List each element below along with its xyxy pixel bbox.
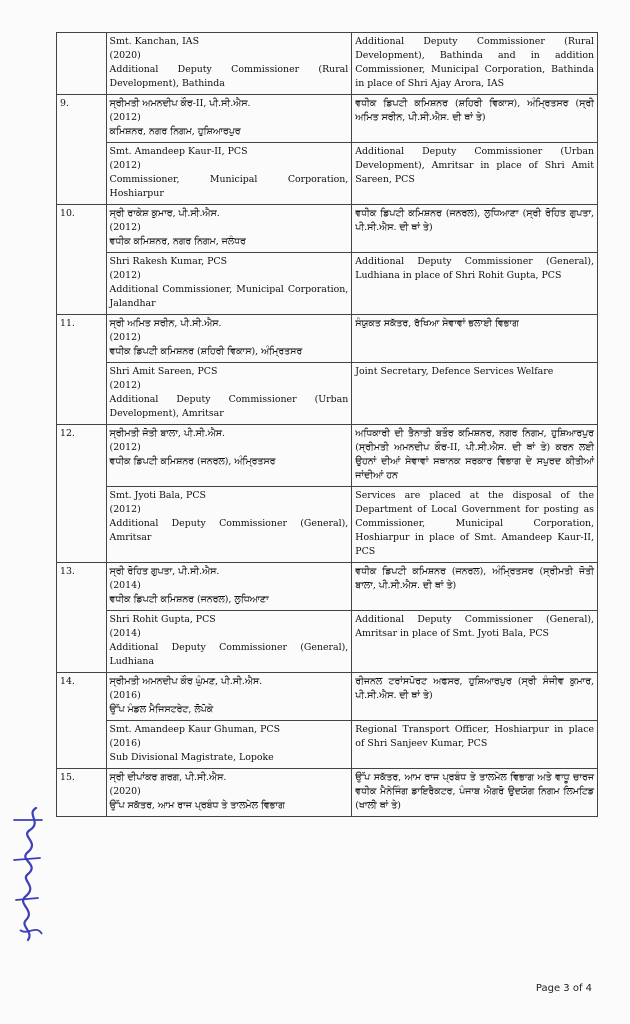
officer-name: ਸ੍ਰੀਮਤੀ ਜੋਤੀ ਬਾਲਾ, ਪੀ.ਸੀ.ਐਸ. (109, 428, 225, 439)
officer-batch: (2012) (109, 380, 141, 391)
table-row (57, 143, 598, 205)
officer-name: ਸ੍ਰੀ ਰੋਹਿਤ ਗੁਪਤਾ, ਪੀ.ਸੀ.ਐਸ. (109, 566, 220, 577)
serial-number: 15. (57, 769, 107, 817)
officer-current-post: ਵਧੀਕ ਕਮਿਸ਼ਨਰ, ਨਗਰ ਨਿਗਮ, ਜਲੰਧਰ (109, 236, 246, 247)
officer-name: Shri Rakesh Kumar, PCS (109, 256, 228, 267)
officer-current-post: Additional Deputy Commissioner (General), Amritsar (109, 518, 349, 543)
officer-current-post: Additional Commissioner, Municipal Corporation, Jalandhar (109, 284, 349, 309)
officer-batch: (2012) (109, 442, 141, 453)
officer-current-post: ਕਮਿਸ਼ਨਰ, ਨਗਰ ਨਿਗਮ, ਹੁਸ਼ਿਆਰਪੁਰ (109, 126, 241, 137)
officer-batch: (2012) (109, 222, 141, 233)
officer-current-post: Sub Divisional Magistrate, Lopoke (109, 752, 274, 763)
table-row (57, 205, 598, 253)
officer-current-post: ਵਧੀਕ ਡਿਪਟੀ ਕਮਿਸ਼ਨਰ (ਜਨਰਲ), ਅੰਮ੍ਰਿਤਸਰ (109, 456, 276, 467)
officer-name: ਸ੍ਰੀਮਤੀ ਅਮਨਦੀਪ ਕੌਰ-II, ਪੀ.ਸੀ.ਐਸ. (109, 98, 251, 109)
transfer-order-table (56, 32, 598, 817)
serial-number: 10. (57, 205, 107, 315)
officer-batch: (2016) (109, 690, 141, 701)
officer-batch: (2012) (109, 112, 141, 123)
officer-cell-english (106, 33, 352, 95)
officer-cell-punjabi (106, 425, 352, 487)
serial-number: 13. (57, 563, 107, 673)
officer-cell-punjabi (106, 673, 352, 721)
officer-name: ਸ੍ਰੀ ਰਾਕੇਸ਼ ਕੁਮਾਰ, ਪੀ.ਸੀ.ਐਸ. (109, 208, 220, 219)
officer-batch: (2012) (109, 160, 141, 171)
table-row (57, 95, 598, 143)
new-posting-english: Additional Deputy Commissioner (Urban Development), Amritsar in place of Shri Amit Sareen, PCS (352, 143, 598, 205)
new-posting-english: Joint Secretary, Defence Services Welfare (352, 363, 598, 425)
table-row (57, 253, 598, 315)
officer-cell-english (106, 253, 352, 315)
table-row (57, 673, 598, 721)
officer-batch: (2020) (109, 786, 141, 797)
officer-name: Shri Rohit Gupta, PCS (109, 614, 216, 625)
officer-name: Smt. Kanchan, IAS (109, 36, 199, 47)
table-row (57, 611, 598, 673)
officer-cell-english (106, 611, 352, 673)
serial-number: 12. (57, 425, 107, 563)
officer-cell-punjabi (106, 95, 352, 143)
serial-number: 11. (57, 315, 107, 425)
officer-current-post: ਉੱਪ ਸਕੱਤਰ, ਆਮ ਰਾਜ ਪ੍ਰਬੰਧ ਤੇ ਤਾਲਮੇਲ ਵਿਭਾਗ (109, 800, 285, 811)
new-posting-english: Additional Deputy Commissioner (General), Amritsar in place of Smt. Jyoti Bala, PCS (352, 611, 598, 673)
page-number: Page 3 of 4 (535, 983, 592, 994)
new-posting-punjabi: ਰੀਜਨਲ ਟਰਾਂਸਪੋਰਟ ਅਫਸਰ, ਹੁਸ਼ਿਆਰਪੁਰ (ਸ੍ਰੀ ਸੰਜੀਵ ਕੁਮਾਰ, ਪੀ.ਸੀ.ਐਸ. ਦੀ ਥਾਂ ਤੇ) (352, 673, 598, 721)
new-posting-english: Regional Transport Officer, Hoshiarpur in place of Shri Sanjeev Kumar, PCS (352, 721, 598, 769)
table-row (57, 425, 598, 487)
officer-cell-english (106, 487, 352, 563)
officer-cell-punjabi (106, 769, 352, 817)
officer-cell-punjabi (106, 563, 352, 611)
new-posting-punjabi: ਉੱਪ ਸਕੱਤਰ, ਆਮ ਰਾਜ ਪ੍ਰਬੰਧ ਤੇ ਤਾਲਮੇਲ ਵਿਭਾਗ ਅਤੇ ਵਾਧੂ ਚਾਰਜ ਵਧੀਕ ਮੈਨੇਜਿੰਗ ਡਾਇਰੈਕਟਰ, ਪੰਜਾਬ ਐਗਰੋ ਉਦਯੋਗ ਨਿਗਮ ਲਿਮਟਿਡ (ਖਾਲੀ ਥਾਂ ਤੇ) (352, 769, 598, 817)
officer-batch: (2012) (109, 270, 141, 281)
officer-batch: (2014) (109, 628, 141, 639)
officer-name: ਸ੍ਰੀ ਦੀਪਾਂਕਰ ਗਰਗ, ਪੀ.ਸੀ.ਐਸ. (109, 772, 227, 783)
officer-name: ਸ੍ਰੀਮਤੀ ਅਮਨਦੀਪ ਕੌਰ ਘੁੰਮਣ, ਪੀ.ਸੀ.ਐਸ. (109, 676, 263, 687)
officer-batch: (2012) (109, 504, 141, 515)
officer-batch: (2014) (109, 580, 141, 591)
serial-number: 9. (57, 95, 107, 205)
table-row (57, 563, 598, 611)
officer-cell-punjabi (106, 315, 352, 363)
officer-batch: (2020) (109, 50, 141, 61)
officer-current-post: ਉੱਪ ਮੰਡਲ ਮੈਜਿਸਟਰੇਟ, ਲੋਪੋਕੇ (109, 704, 214, 715)
officer-batch: (2012) (109, 332, 141, 343)
officer-name: Smt. Amandeep Kaur Ghuman, PCS (109, 724, 280, 735)
new-posting-english: Additional Deputy Commissioner (General), Ludhiana in place of Shri Rohit Gupta, PCS (352, 253, 598, 315)
officer-name: Shri Amit Sareen, PCS (109, 366, 218, 377)
officer-current-post: ਵਧੀਕ ਡਿਪਟੀ ਕਮਿਸ਼ਨਰ (ਸ਼ਹਿਰੀ ਵਿਕਾਸ), ਅੰਮ੍ਰਿਤਸਰ (109, 346, 303, 357)
table-row (57, 769, 598, 817)
officer-current-post: Additional Deputy Commissioner (Rural Development), Bathinda (109, 64, 349, 89)
table-row (57, 487, 598, 563)
new-posting-punjabi: ਵਧੀਕ ਡਿਪਟੀ ਕਮਿਸ਼ਨਰ (ਜਨਰਲ), ਅੰਮ੍ਰਿਤਸਰ (ਸ੍ਰੀਮਤੀ ਜੋਤੀ ਬਾਲਾ, ਪੀ.ਸੀ.ਐਸ. ਦੀ ਥਾਂ ਤੇ) (352, 563, 598, 611)
table-row (57, 315, 598, 363)
table-row (57, 721, 598, 769)
table-row (57, 363, 598, 425)
officer-current-post: ਵਧੀਕ ਡਿਪਟੀ ਕਮਿਸ਼ਨਰ (ਜਨਰਲ), ਲੁਧਿਆਣਾ (109, 594, 269, 605)
table-row (57, 33, 598, 95)
new-posting-punjabi: ਸੰਯੁਕਤ ਸਕੱਤਰ, ਰੱਖਿਆ ਸੇਵਾਵਾਂ ਭਲਾਈ ਵਿਭਾਗ (352, 315, 598, 363)
officer-name: Smt. Amandeep Kaur-II, PCS (109, 146, 248, 157)
officer-current-post: Additional Deputy Commissioner (General), Ludhiana (109, 642, 349, 667)
officer-current-post: Commissioner, Municipal Corporation, Hoshiarpur (109, 174, 349, 199)
officer-cell-punjabi (106, 205, 352, 253)
officer-cell-english (106, 143, 352, 205)
serial-number: 14. (57, 673, 107, 769)
new-posting-punjabi: ਵਧੀਕ ਡਿਪਟੀ ਕਮਿਸ਼ਨਰ (ਜਨਰਲ), ਲੁਧਿਆਣਾ (ਸ੍ਰੀ ਰੋਹਿਤ ਗੁਪਤਾ, ਪੀ.ਸੀ.ਐਸ. ਦੀ ਥਾਂ ਤੇ) (352, 205, 598, 253)
officer-name: ਸ੍ਰੀ ਅਮਿਤ ਸਰੀਨ, ਪੀ.ਸੀ.ਐਸ. (109, 318, 222, 329)
handwritten-signature (6, 800, 50, 950)
new-posting-english: Services are placed at the disposal of the Department of Local Government for posting as Commissioner, Municipal Corporation, Hoshiarpur in place of Smt. Amandeep Kaur-II, PCS (352, 487, 598, 563)
officer-cell-english (106, 363, 352, 425)
officer-batch: (2016) (109, 738, 141, 749)
new-posting-punjabi: ਵਧੀਕ ਡਿਪਟੀ ਕਮਿਸ਼ਨਰ (ਸ਼ਹਿਰੀ ਵਿਕਾਸ), ਅੰਮ੍ਰਿਤਸਰ (ਸ੍ਰੀ ਅਮਿਤ ਸਰੀਨ, ਪੀ.ਸੀ.ਐਸ. ਦੀ ਥਾਂ ਤੇ) (352, 95, 598, 143)
new-posting-punjabi: ਅਧਿਕਾਰੀ ਦੀ ਤੈਨਾਤੀ ਬਤੌਰ ਕਮਿਸ਼ਨਰ, ਨਗਰ ਨਿਗਮ, ਹੁਸ਼ਿਆਰਪੁਰ (ਸ੍ਰੀਮਤੀ ਅਮਨਦੀਪ ਕੌਰ-II, ਪੀ.ਸੀ.ਐਸ. ਦੀ ਥਾਂ ਤੇ) ਕਰਨ ਲਈ ਉਹਨਾਂ ਦੀਆਂ ਸੇਵਾਵਾਂ ਸਥਾਨਕ ਸਰਕਾਰ ਵਿਭਾਗ ਦੇ ਸਪੁਰਦ ਕੀਤੀਆਂ ਜਾਂਦੀਆਂ ਹਨ (352, 425, 598, 487)
officer-cell-english (106, 721, 352, 769)
officer-current-post: Additional Deputy Commissioner (Urban Development), Amritsar (109, 394, 349, 419)
serial-number (57, 33, 107, 95)
new-posting-english: Additional Deputy Commissioner (Rural Development), Bathinda and in addition Commissioner, Municipal Corporation, Bathinda in place of Shri Ajay Arora, IAS (352, 33, 598, 95)
officer-name: Smt. Jyoti Bala, PCS (109, 490, 206, 501)
